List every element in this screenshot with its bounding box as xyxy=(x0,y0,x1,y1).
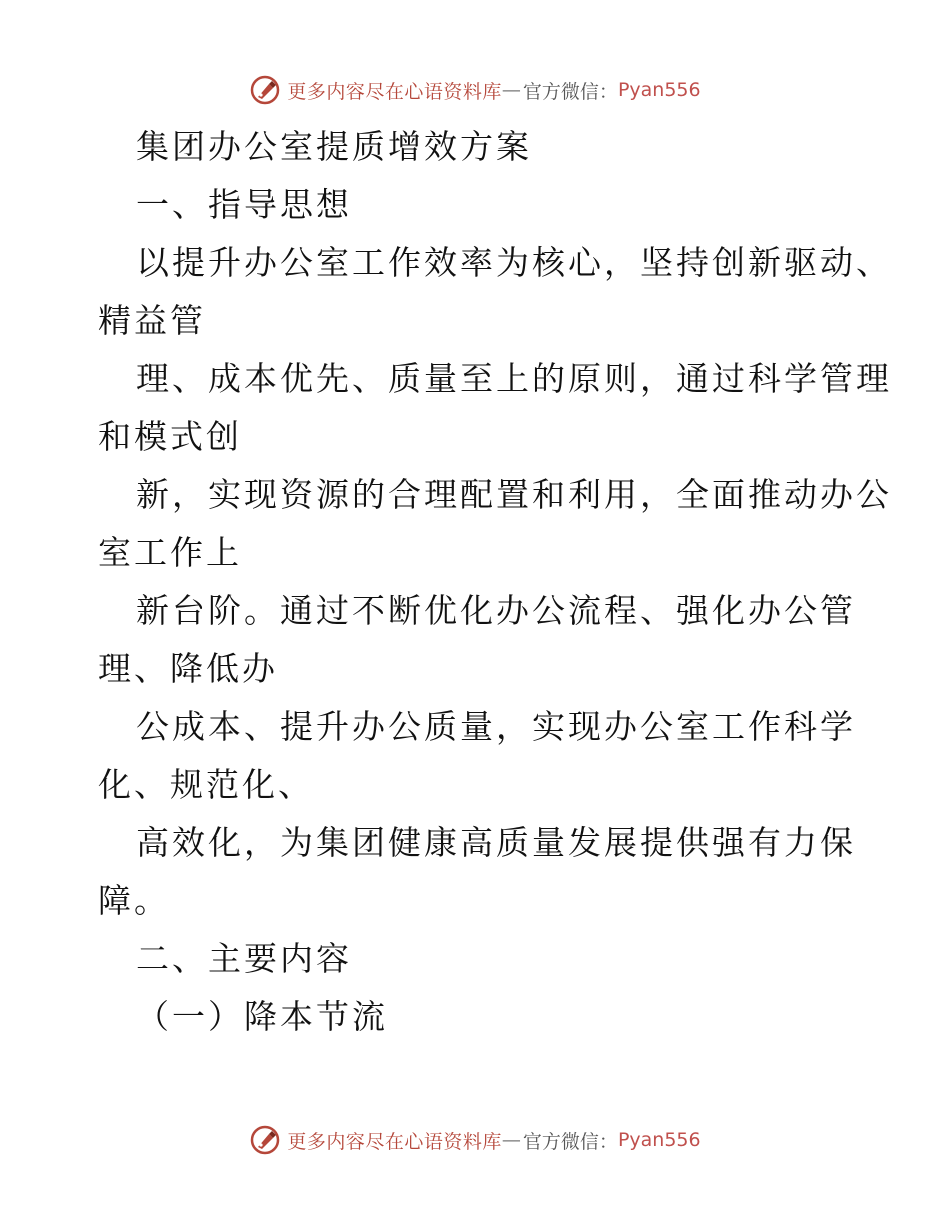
paragraph-line: 高效化，为集团健康高质量发展提供强有力保 xyxy=(136,823,856,862)
paragraph-line: 和模式创 xyxy=(98,417,242,456)
subsection-heading-cost-reduction: （一）降本节流 xyxy=(136,997,388,1036)
document-title: 集团办公室提质增效方案 xyxy=(136,127,532,166)
paragraph-line: 以提升办公室工作效率为核心，坚持创新驱动、 xyxy=(136,243,892,282)
paragraph-line: 理、降低办 xyxy=(98,649,278,688)
paragraph-line: 新台阶。通过不断优化办公流程、强化办公管 xyxy=(136,591,856,630)
header-banner xyxy=(0,70,950,110)
footer-banner xyxy=(0,1120,950,1160)
section-heading-guiding-ideology: 一、指导思想 xyxy=(136,185,352,224)
banner-wechat-label: 官方微信： xyxy=(522,1130,618,1153)
paragraph-line: 理、成本优先、质量至上的原则，通过科学管理 xyxy=(136,359,892,398)
banner-brand-text: 更多内容尽在心语资料库 xyxy=(287,80,502,103)
banner-separator: — xyxy=(501,1129,521,1151)
pen-nib-logo-icon xyxy=(249,1124,281,1156)
banner-wechat-id: Pyan556 xyxy=(617,1129,701,1151)
paragraph-line: 公成本、提升办公质量，实现办公室工作科学 xyxy=(136,707,856,746)
banner-separator: — xyxy=(501,79,521,101)
pen-nib-logo-icon xyxy=(249,74,281,106)
paragraph-line: 精益管 xyxy=(98,301,206,340)
section-heading-main-content: 二、主要内容 xyxy=(136,939,352,978)
paragraph-line: 新，实现资源的合理配置和利用，全面推动办公 xyxy=(136,475,892,514)
banner-wechat-id: Pyan556 xyxy=(617,79,701,101)
paragraph-line: 障。 xyxy=(98,881,170,920)
banner-brand-text: 更多内容尽在心语资料库 xyxy=(287,1130,502,1153)
document-body xyxy=(98,118,892,1046)
paragraph-line: 室工作上 xyxy=(98,533,242,572)
banner-wechat-label: 官方微信： xyxy=(522,80,618,103)
paragraph-line: 化、规范化、 xyxy=(98,765,314,804)
